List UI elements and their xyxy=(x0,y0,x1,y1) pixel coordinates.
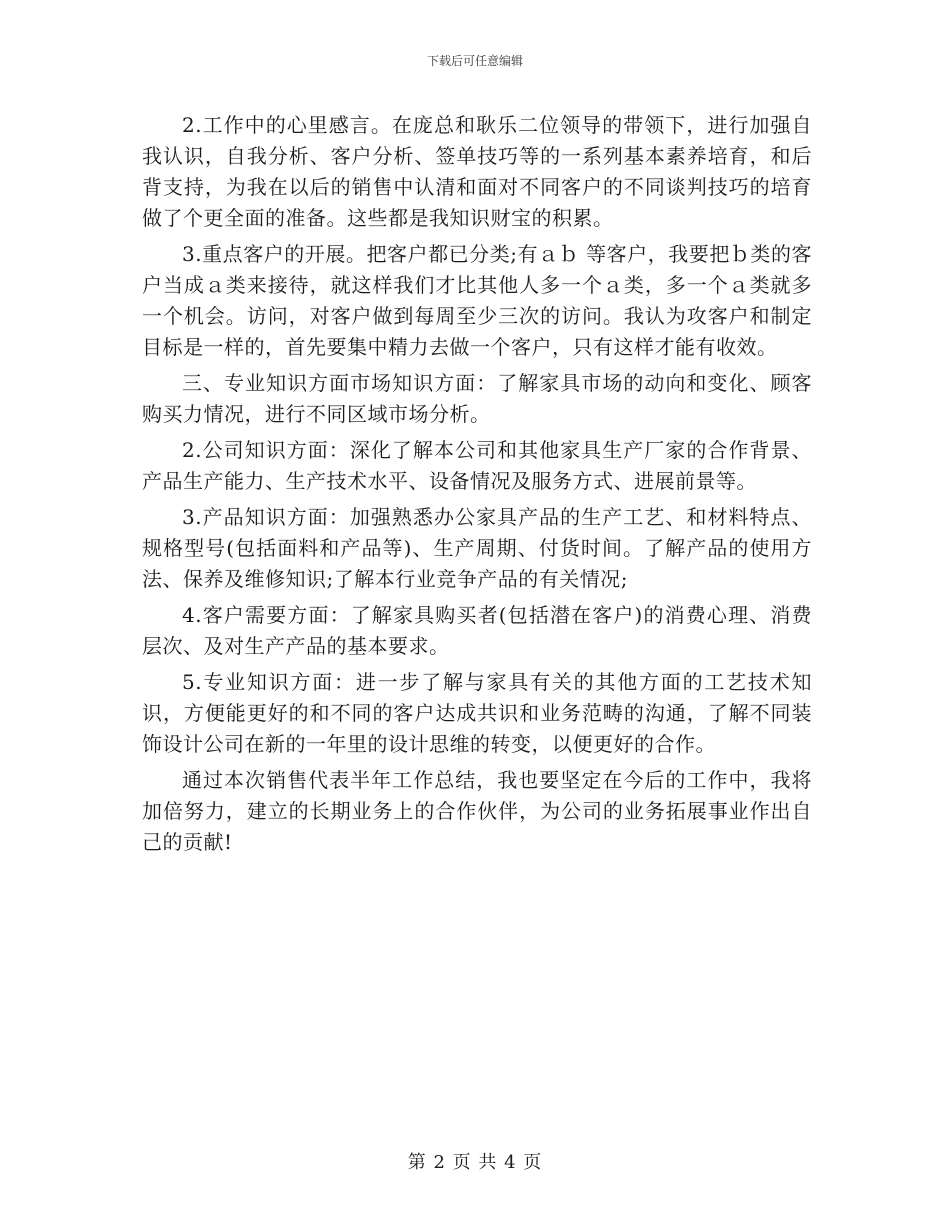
paragraph-work-reflection: 2.工作中的心里感言。在庞总和耿乐二位领导的带领下，进行加强自我认识，自我分析、客户分析、签单技巧等的一系列基本素养培育，和后背支持，为我在以后的销售中认清和面对不同客户的不同谈判技巧的培育做了个更全面的准备。这些都是我知识财宝的积累。 xyxy=(142,113,812,230)
page-number: 第 2 页 共 4 页 xyxy=(407,1152,543,1173)
paragraph-conclusion: 通过本次销售代表半年工作总结，我也要坚定在今后的工作中，我将加倍努力，建立的长期业务上的合作伙伴，为公司的业务拓展事业作出自己的贡献! xyxy=(142,768,812,854)
page-header: 下载后可任意编辑 xyxy=(426,54,523,68)
paragraph-customer-needs: 4.客户需要方面：了解家具购买者(包括潜在客户)的消费心理、消费层次、及对生产产品的基本要求。 xyxy=(142,603,812,658)
paragraph-professional-knowledge: 5.专业知识方面：进一步了解与家具有关的其他方面的工艺技术知识，方便能更好的和不同的客户达成共识和业务范畴的沟通，了解不同装饰设计公司在新的一年里的设计思维的转变，以便更好的合作。 xyxy=(142,670,812,756)
paragraph-product-knowledge: 3.产品知识方面：加强熟悉办公家具产品的生产工艺、和材料特点、规格型号(包括面料和产品等)、生产周期、付货时间。了解产品的使用方法、保养及维修知识;了解本行业竞争产品的有关情况; xyxy=(142,505,812,591)
document-body xyxy=(142,110,812,858)
paragraph-company-knowledge: 2.公司知识方面：深化了解本公司和其他家具生产厂家的合作背景、产品生产能力、生产技术水平、设备情况及服务方式、进展前景等。 xyxy=(142,438,812,493)
paragraph-market-knowledge: 三、专业知识方面市场知识方面：了解家具市场的动向和变化、顾客购买力情况，进行不同区域市场分析。 xyxy=(142,371,812,426)
paragraph-key-clients: 3.重点客户的开展。把客户都已分类;有ａｂ 等客户，我要把ｂ类的客户当成ａ类来接待，就这样我们才比其他人多一个ａ类，多一个ａ类就多一个机会。访问，对客户做到每周至少三次的访问。我认为攻客户和制定目标是一样的，首先要集中精力去做一个客户，只有这样才能有收效。 xyxy=(142,242,812,359)
